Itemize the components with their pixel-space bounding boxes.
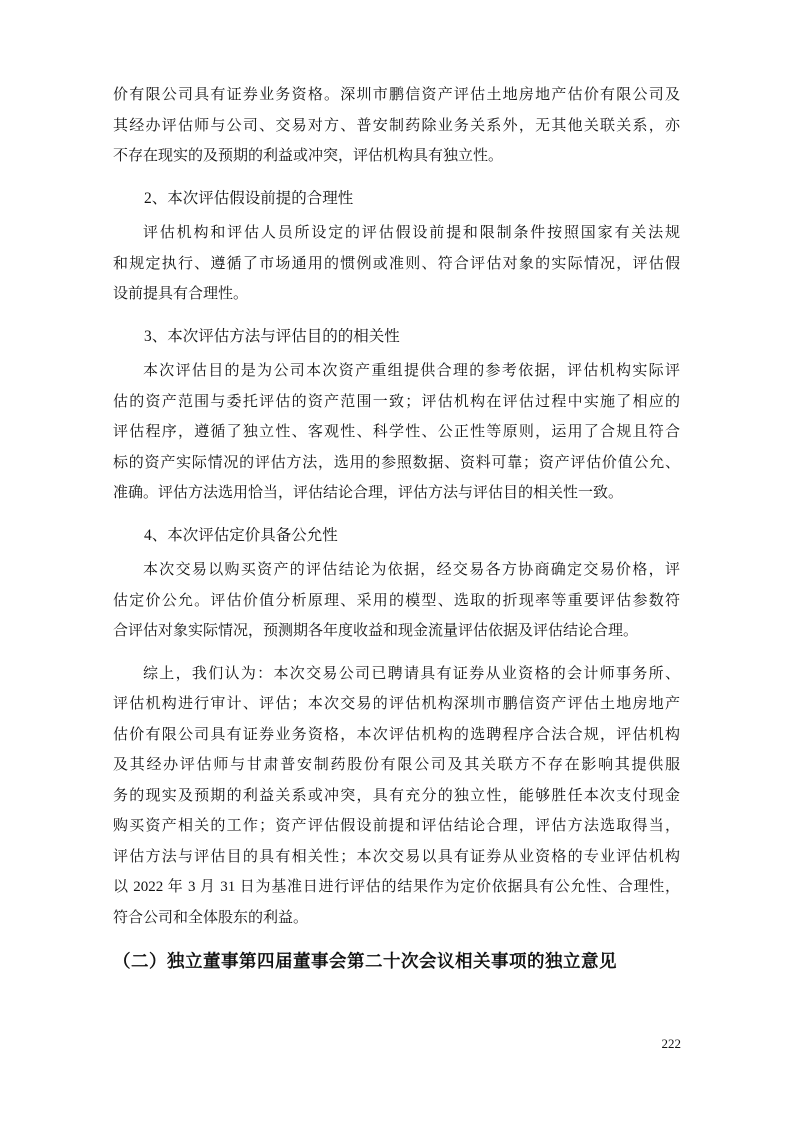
- sub-section-heading: 4、本次评估定价具备公允性: [144, 526, 338, 544]
- paragraph-line: 和规定执行、遵循了市场通用的惯例或准则、符合评估对象的实际情况，评估假: [113, 255, 680, 272]
- paragraph-line: 估定价公允。评估价值分析原理、采用的模型、选取的折现率等重要评估参数符: [113, 592, 680, 609]
- sub-section-heading: 3、本次评估方法与评估目的的相关性: [144, 327, 400, 345]
- paragraph-line: 不存在现实的及预期的利益或冲突，评估机构具有独立性。: [113, 148, 504, 164]
- sub-section-heading: 2、本次评估假设前提的合理性: [144, 189, 354, 207]
- paragraph-line: 及其经办评估师与甘肃普安制药股份有限公司及其关联方不存在影响其提供服: [113, 757, 680, 773]
- paragraph-line: 符合公司和全体股东的利益。: [113, 909, 309, 926]
- paragraph-line: 评估程序，遵循了独立性、客观性、科学性、公正性等原则，运用了合规且符合: [113, 424, 680, 440]
- paragraph-line: 综上，我们认为：本次交易公司已聘请具有证券从业资格的会计师事务所、: [143, 665, 680, 682]
- paragraph: [113, 356, 680, 509]
- paragraph-line: 评估方法与评估目的具有相关性；本次交易以具有证券从业资格的专业评估机构: [113, 848, 680, 865]
- section-heading: （二）独立董事第四届董事会第二十次会议相关事项的独立意见: [113, 951, 617, 971]
- paragraph-line: 其经办评估师与公司、交易对方、普安制药除业务关系外，无其他关联关系，亦: [113, 117, 680, 134]
- paragraph-line: 务的现实及预期的利益关系或冲突，具有充分的独立性，能够胜任本次支付现金: [113, 787, 680, 804]
- page-number: 222: [661, 1036, 681, 1051]
- paragraph: [113, 659, 680, 934]
- paragraph: [113, 555, 680, 647]
- paragraph-line: 合评估对象实际情况，预测期各年度收益和现金流量评估依据及评估结论合理。: [113, 623, 639, 639]
- paragraph-line: 本次交易以购买资产的评估结论为依据，经交易各方协商确定交易价格，评: [143, 562, 680, 578]
- paragraph: [113, 80, 680, 172]
- paragraph-line: 准确。评估方法选用恰当，评估结论合理，评估方法与评估目的相关性一致。: [113, 485, 624, 501]
- paragraph: [113, 218, 680, 310]
- paragraph-line: 设前提具有合理性。: [113, 286, 249, 302]
- paragraph-line: 价有限公司具有证券业务资格。深圳市鹏信资产评估土地房地产估价有限公司及: [113, 87, 680, 103]
- paragraph-line: 评估机构和评估人员所设定的评估假设前提和限制条件按照国家有关法规: [143, 225, 680, 241]
- paragraph-line: 以 2022 年 3 月 31 日为基准日进行评估的结果作为定价依据具有公允性、合理性，: [113, 879, 680, 895]
- paragraph-line: 本次评估目的是为公司本次资产重组提供合理的参考依据，评估机构实际评: [143, 363, 680, 379]
- paragraph-line: 估的资产范围与委托评估的资产范围一致；评估机构在评估过程中实施了相应的: [113, 393, 680, 410]
- paragraph-line: 估价有限公司具有证券业务资格，本次评估机构的选聘程序合法合规，评估机构: [113, 726, 680, 743]
- paragraph-line: 评估机构进行审计、评估；本次交易的评估机构深圳市鹏信资产评估土地房地产: [113, 696, 680, 712]
- paragraph-line: 标的资产实际情况的评估方法，选用的参照数据、资料可靠；资产评估价值公允、: [113, 454, 680, 471]
- paragraph-line: 购买资产相关的工作；资产评估假设前提和评估结论合理，评估方法选取得当，: [113, 818, 680, 834]
- document-body: [113, 80, 680, 977]
